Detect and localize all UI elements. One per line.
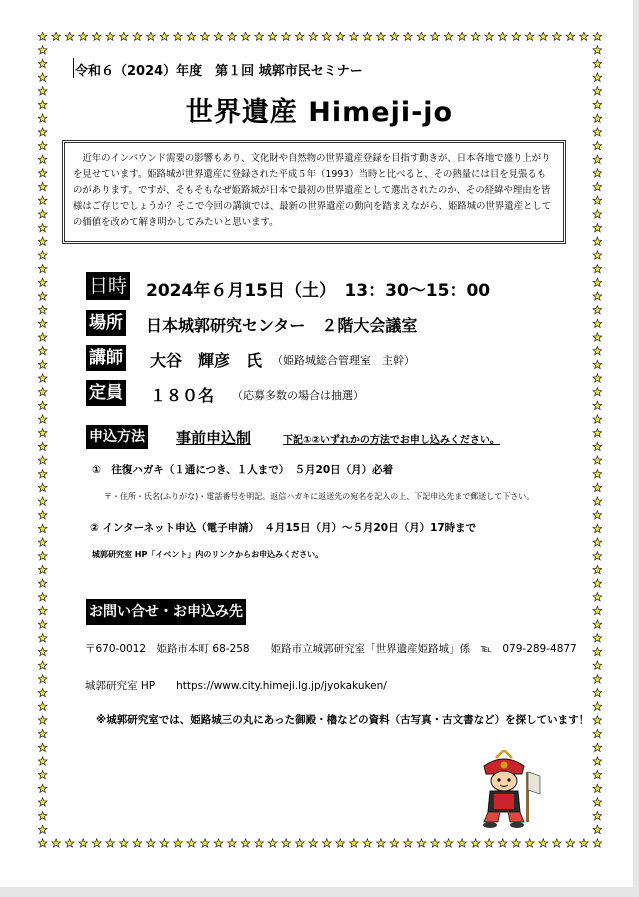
- border-star: [377, 839, 386, 847]
- border-star: [38, 278, 47, 286]
- border-star: [404, 839, 413, 847]
- border-star: [404, 32, 413, 40]
- border-star: [38, 729, 47, 737]
- border-star: [309, 839, 318, 847]
- border-star: [485, 839, 494, 847]
- border-star: [119, 32, 128, 40]
- border-star: [38, 169, 47, 177]
- border-star: [38, 552, 47, 560]
- border-star: [593, 155, 602, 163]
- border-star: [593, 182, 602, 190]
- border-star: [52, 839, 61, 847]
- border-star: [593, 839, 602, 847]
- border-star: [38, 251, 47, 259]
- border-star: [431, 32, 440, 40]
- border-star: [593, 388, 602, 396]
- border-star: [593, 470, 602, 478]
- border-star: [593, 374, 602, 382]
- border-star: [38, 606, 47, 614]
- border-star: [282, 32, 291, 40]
- border-star: [593, 333, 602, 341]
- border-star: [444, 32, 453, 40]
- border-star: [593, 360, 602, 368]
- border-star: [160, 32, 169, 40]
- border-star: [593, 196, 602, 204]
- border-star: [52, 32, 61, 40]
- border-star: [593, 497, 602, 505]
- postcard-instructions: 〒・住所・氏名(ふりがな)・電話番号を明記。返信ハガキに返送先の宛名を記入の上、下記申込先まで郵送して下さい。: [104, 492, 535, 501]
- border-star: [593, 606, 602, 614]
- intro-paragraph: 近年のインバウンド需要の影響もあり、文化財や自然物の世界遺産登録を目指す動きが、日本各地で盛り上がりを見せています。姫路城が世界遺産に登録された平成５年（1993）当時と比べると、その熱量には目を見張るものがあります。ですが、そもそもなぜ姫路城が日本で最初の世界遺産として選出されたのか、その経緯や理由を皆様はご存じでしょうか？そこで今回の講演では、最新の世界遺産の動向を踏まえながら、姫路城の世界遺産としての価値を改めて解き明かしてみたいと思います。: [62, 140, 566, 244]
- border-star: [214, 839, 223, 847]
- online-instructions: 城郭研究室 HP「イベント」内のリンクからお申込みください。: [92, 550, 324, 559]
- date-label: 日時: [86, 272, 130, 300]
- border-star: [417, 32, 426, 40]
- border-star: [593, 73, 602, 81]
- border-star: [539, 839, 548, 847]
- document-request-notice: ※城郭研究室では、姫路城三の丸にあった御殿・櫓などの資料（古写真・古文書など）を探しています！: [96, 714, 590, 726]
- border-star: [38, 456, 47, 464]
- border-star: [498, 32, 507, 40]
- border-star: [187, 839, 196, 847]
- border-star: [593, 825, 602, 833]
- border-star: [38, 155, 47, 163]
- border-star: [133, 839, 142, 847]
- border-star: [241, 839, 250, 847]
- border-star: [38, 374, 47, 382]
- border-star: [38, 73, 47, 81]
- border-star: [593, 141, 602, 149]
- border-star: [593, 264, 602, 272]
- border-star: [593, 716, 602, 724]
- border-star: [201, 32, 210, 40]
- border-star: [38, 264, 47, 272]
- border-star: [593, 770, 602, 778]
- contact-homepage: 城郭研究室 HP https://www.city.himeji.lg.jp/jyokakuken/: [85, 680, 387, 692]
- border-star: [92, 32, 101, 40]
- border-star: [295, 839, 304, 847]
- border-star: [38, 770, 47, 778]
- border-star: [593, 169, 602, 177]
- border-star: [431, 839, 440, 847]
- border-star: [106, 839, 115, 847]
- border-star: [38, 196, 47, 204]
- border-star: [593, 278, 602, 286]
- border-star: [579, 839, 588, 847]
- border-star: [38, 388, 47, 396]
- border-star: [593, 565, 602, 573]
- border-star: [38, 675, 47, 683]
- border-star: [214, 32, 223, 40]
- border-star: [38, 182, 47, 190]
- apply-option-online: ② インターネット申込（電子申請） ４月15日（月）～５月20日（月）17時まで: [90, 522, 477, 534]
- speaker-label: 講師: [86, 345, 126, 371]
- border-star: [79, 32, 88, 40]
- border-star: [593, 223, 602, 231]
- border-star: [38, 141, 47, 149]
- border-star: [593, 305, 602, 313]
- border-star: [38, 620, 47, 628]
- border-star: [525, 839, 534, 847]
- border-star: [38, 223, 47, 231]
- border-star: [38, 237, 47, 245]
- border-star: [187, 32, 196, 40]
- border-star: [593, 784, 602, 792]
- border-star: [593, 347, 602, 355]
- border-star: [322, 839, 331, 847]
- border-star: [38, 470, 47, 478]
- border-star: [593, 319, 602, 327]
- border-star: [38, 59, 47, 67]
- border-star: [79, 839, 88, 847]
- border-star: [65, 839, 74, 847]
- border-star: [552, 839, 561, 847]
- border-star: [593, 811, 602, 819]
- border-star: [38, 716, 47, 724]
- border-star: [377, 32, 386, 40]
- border-star: [593, 524, 602, 532]
- border-star: [38, 401, 47, 409]
- border-star: [593, 634, 602, 642]
- border-star: [349, 32, 358, 40]
- apply-option-postcard: ① 往復ハガキ（１通につき、１人まで） ５月20日（月）必着: [92, 464, 394, 476]
- border-star: [593, 702, 602, 710]
- border-star: [160, 839, 169, 847]
- border-star: [38, 661, 47, 669]
- border-star: [593, 729, 602, 737]
- border-star: [38, 210, 47, 218]
- date-value: 2024年６月15日（土） 13：30～15：00: [146, 281, 491, 301]
- page-shadow-bottom: [0, 887, 639, 897]
- border-star: [498, 839, 507, 847]
- border-star: [593, 401, 602, 409]
- border-star: [593, 251, 602, 259]
- border-star: [593, 675, 602, 683]
- border-star: [38, 825, 47, 833]
- border-star: [38, 743, 47, 751]
- border-star: [38, 757, 47, 765]
- contact-address: 〒670-0012 姫路市本町 68-258 姫路市立城郭研究室「世界遺産姫路城」係 ℡ 079-289-4877: [85, 643, 577, 655]
- border-star: [593, 511, 602, 519]
- border-star: [593, 743, 602, 751]
- border-star: [255, 839, 264, 847]
- border-star: [593, 429, 602, 437]
- border-star: [593, 415, 602, 423]
- border-star: [322, 32, 331, 40]
- border-star: [201, 839, 210, 847]
- border-star: [119, 839, 128, 847]
- border-star: [390, 32, 399, 40]
- border-star: [38, 524, 47, 532]
- border-star: [146, 32, 155, 40]
- border-star: [38, 798, 47, 806]
- border-star: [512, 32, 521, 40]
- capacity-label: 定員: [86, 380, 126, 406]
- samurai-mascot-illustration: [470, 750, 542, 830]
- border-star: [566, 32, 575, 40]
- border-star: [336, 839, 345, 847]
- border-star: [309, 32, 318, 40]
- border-star: [38, 579, 47, 587]
- border-star: [133, 32, 142, 40]
- border-star: [593, 757, 602, 765]
- border-star: [593, 552, 602, 560]
- border-star: [38, 483, 47, 491]
- border-star: [38, 46, 47, 54]
- border-star: [593, 456, 602, 464]
- border-star: [38, 634, 47, 642]
- border-star: [38, 305, 47, 313]
- border-star: [268, 32, 277, 40]
- border-star: [282, 839, 291, 847]
- border-star: [38, 415, 47, 423]
- border-star: [566, 839, 575, 847]
- border-star: [593, 46, 602, 54]
- border-star: [593, 620, 602, 628]
- apply-note: 下記①②いずれかの方法でお申し込みください。: [283, 435, 500, 446]
- border-star: [38, 784, 47, 792]
- border-star: [38, 292, 47, 300]
- border-star: [38, 702, 47, 710]
- border-star: [106, 32, 115, 40]
- border-star: [458, 839, 467, 847]
- border-star: [349, 839, 358, 847]
- border-star: [38, 811, 47, 819]
- border-star: [38, 538, 47, 546]
- border-star: [336, 32, 345, 40]
- page-shadow-right: [633, 0, 639, 897]
- border-star: [512, 839, 521, 847]
- border-star: [38, 565, 47, 573]
- speaker-value: 大谷 輝彦 氏: [150, 351, 263, 370]
- apply-method: 事前申込制: [176, 429, 252, 447]
- border-star: [593, 210, 602, 218]
- border-star: [525, 32, 534, 40]
- border-star: [38, 360, 47, 368]
- border-star: [268, 839, 277, 847]
- seminar-subtitle: 令和６（2024）年度 第１回 城郭市民セミナー: [75, 64, 363, 79]
- border-star: [579, 32, 588, 40]
- border-star: [593, 661, 602, 669]
- border-star: [593, 538, 602, 546]
- border-star: [593, 483, 602, 491]
- border-star: [593, 647, 602, 655]
- border-star: [38, 511, 47, 519]
- border-star: [363, 32, 372, 40]
- border-star: [38, 593, 47, 601]
- border-star: [471, 839, 480, 847]
- border-star: [593, 32, 602, 40]
- speaker-note: （姫路城総合管理室 主幹）: [272, 354, 415, 367]
- border-star: [38, 319, 47, 327]
- border-star: [38, 647, 47, 655]
- border-star: [593, 579, 602, 587]
- border-star: [593, 688, 602, 696]
- capacity-note: （応募多数の場合は抽選）: [232, 389, 364, 402]
- border-star: [458, 32, 467, 40]
- border-star: [228, 839, 237, 847]
- border-star: [539, 32, 548, 40]
- border-star: [593, 59, 602, 67]
- contact-label: お問い合せ・お申込み先: [86, 599, 246, 625]
- border-star: [38, 688, 47, 696]
- border-star: [552, 32, 561, 40]
- header-accent-bar: [73, 58, 74, 78]
- border-star: [593, 442, 602, 450]
- border-star: [444, 839, 453, 847]
- border-star: [38, 442, 47, 450]
- border-star: [174, 32, 183, 40]
- apply-label: 申込方法: [86, 425, 148, 449]
- border-star: [593, 798, 602, 806]
- place-label: 場所: [86, 310, 126, 336]
- capacity-value: １８０名: [150, 386, 215, 405]
- border-star: [593, 593, 602, 601]
- border-star: [92, 839, 101, 847]
- border-star: [38, 839, 47, 847]
- border-star: [485, 32, 494, 40]
- border-star: [295, 32, 304, 40]
- border-star: [38, 32, 47, 40]
- border-star: [417, 839, 426, 847]
- border-star: [38, 347, 47, 355]
- border-star: [65, 32, 74, 40]
- border-star: [593, 292, 602, 300]
- border-star: [174, 839, 183, 847]
- border-star: [38, 333, 47, 341]
- border-star: [38, 497, 47, 505]
- border-star: [593, 237, 602, 245]
- border-star: [255, 32, 264, 40]
- page-title: 世界遺産 Himeji-jo: [185, 97, 454, 128]
- border-star: [390, 839, 399, 847]
- border-star: [363, 839, 372, 847]
- border-star: [228, 32, 237, 40]
- place-value: 日本城郭研究センター ２階大会議室: [146, 316, 418, 335]
- border-star: [38, 429, 47, 437]
- border-star: [146, 839, 155, 847]
- border-star: [471, 32, 480, 40]
- border-star: [241, 32, 250, 40]
